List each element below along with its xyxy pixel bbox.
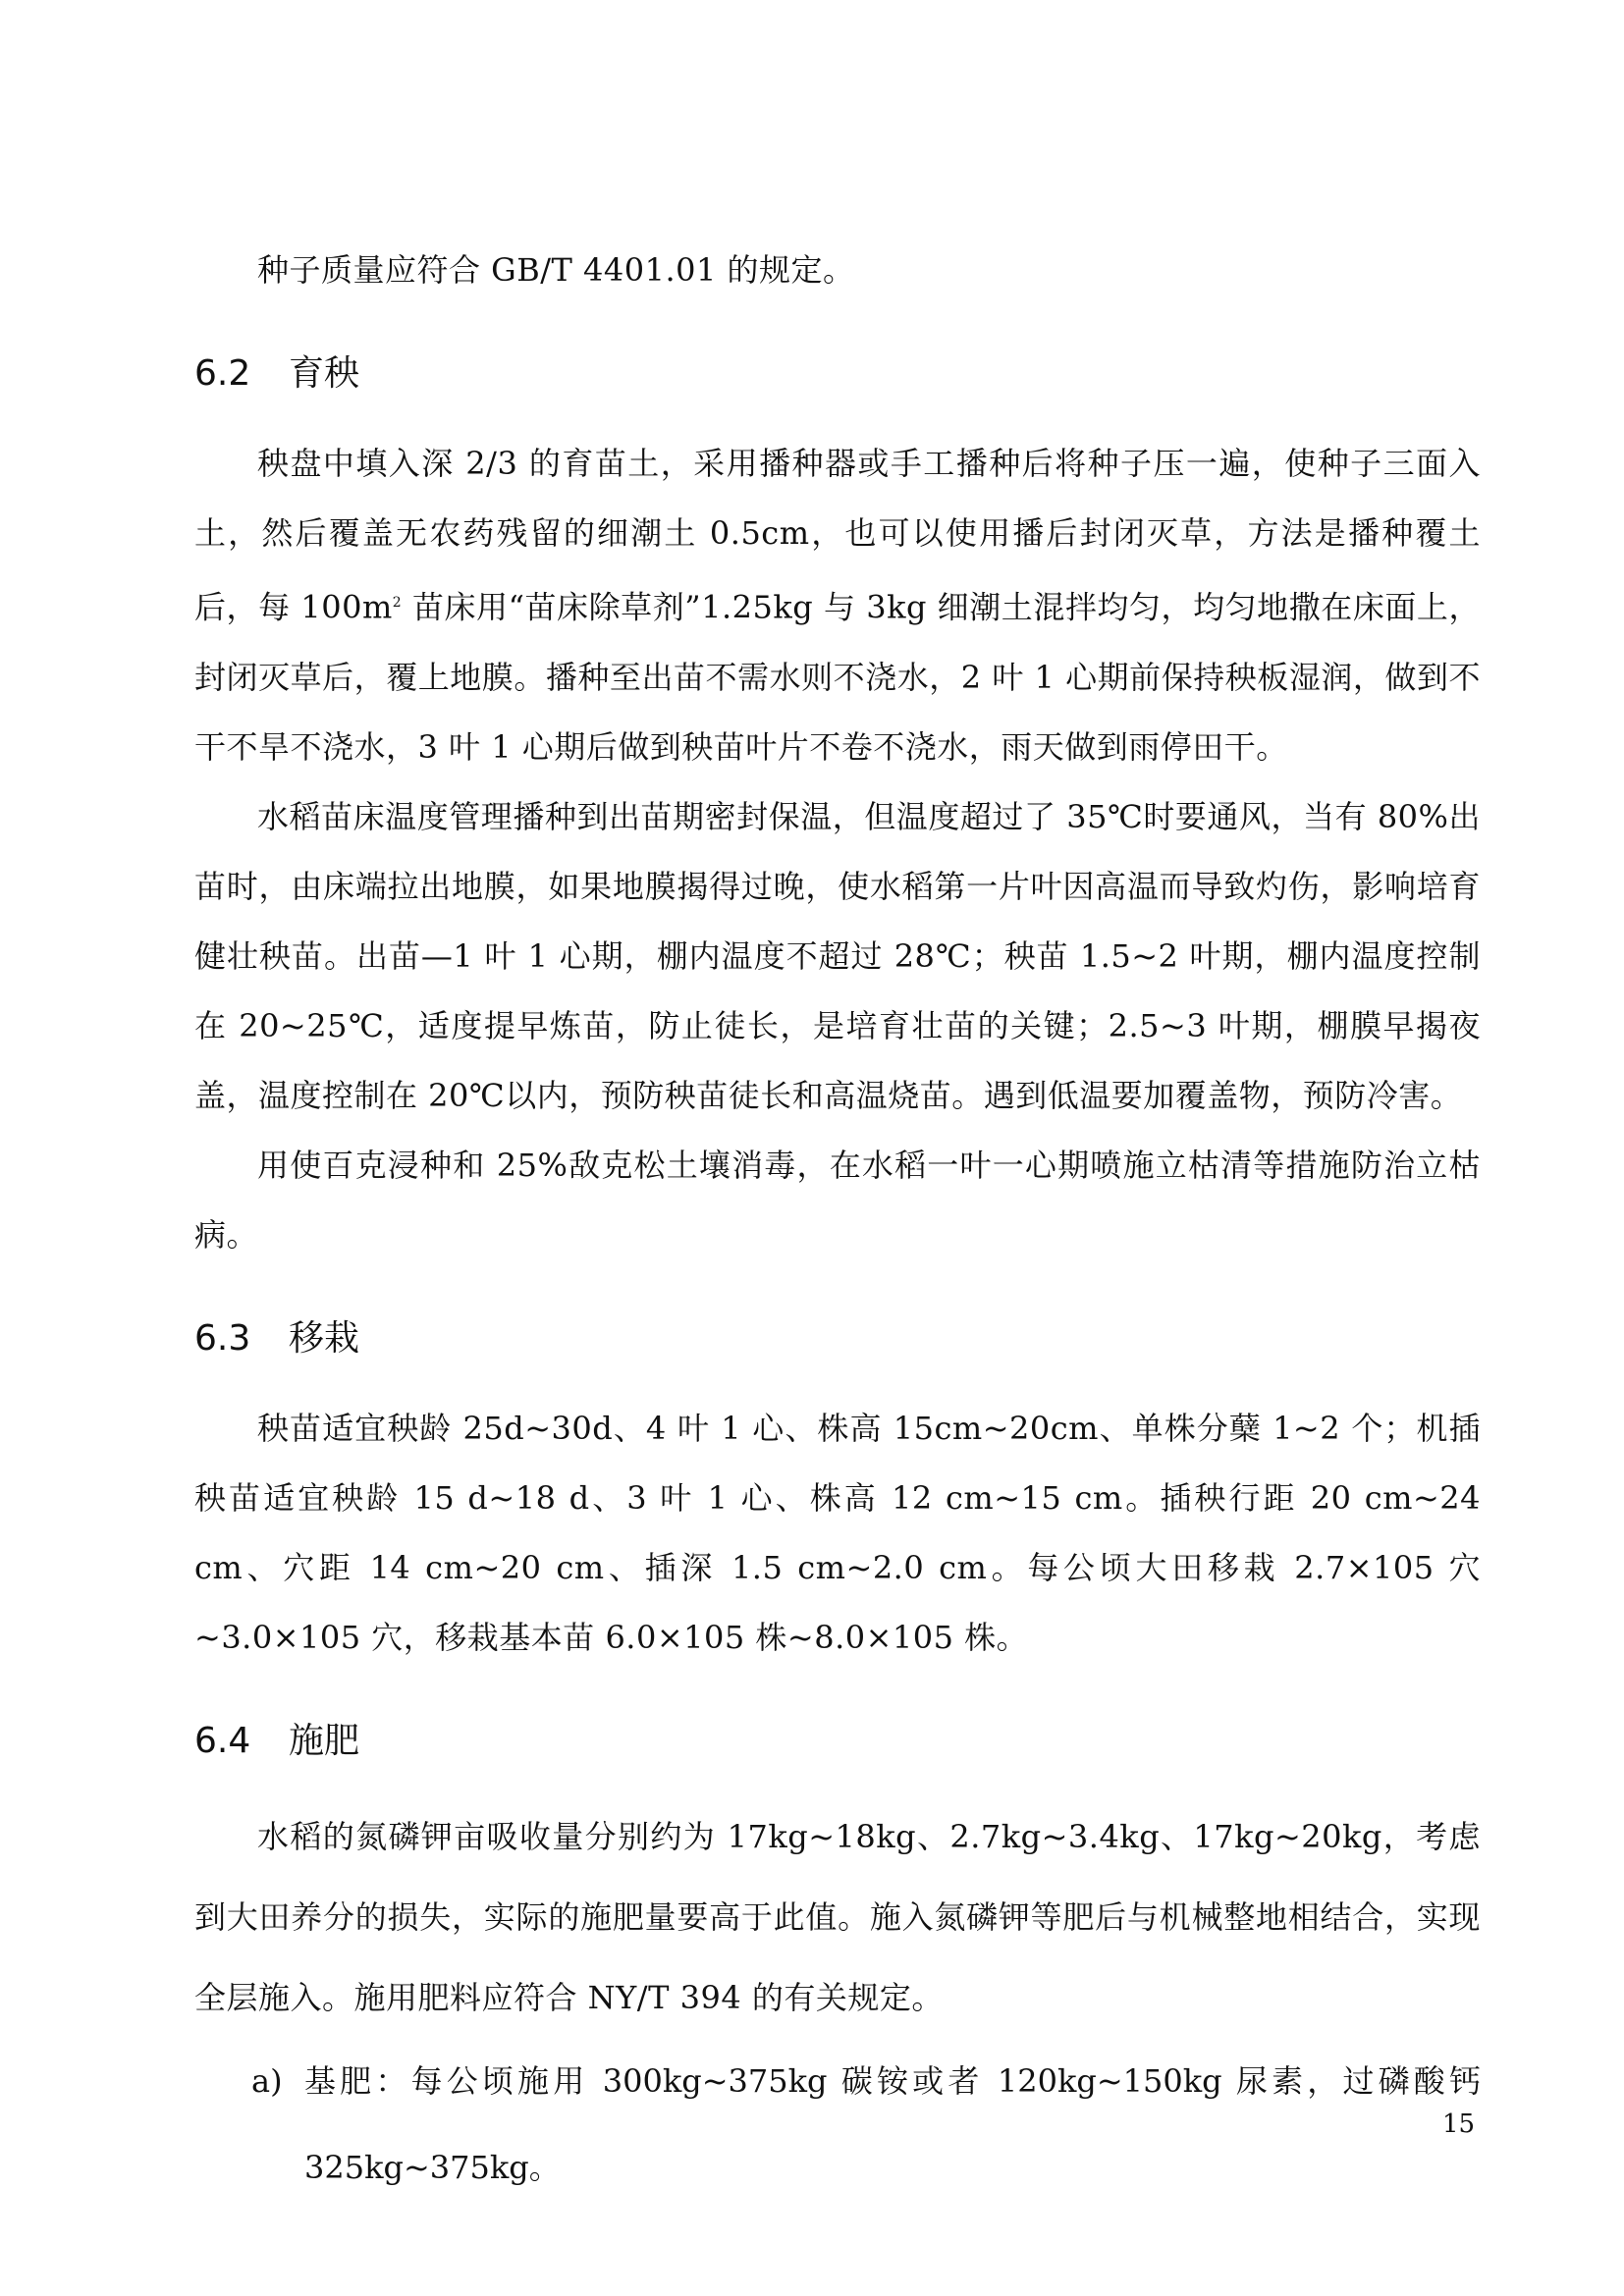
list-marker: a) [251,2061,283,2100]
page-number: 15 [1442,2109,1476,2139]
list-item-text: 基肥：每公顷施用 300kg~375kg 碳铵或者 120kg~150kg 尿素，过磷酸钙 325kg~375kg。 [304,2061,1481,2186]
page-content [194,236,1481,2211]
section-number: 6.4 [194,1720,251,1761]
section-title: 施肥 [289,1720,360,1761]
paragraph-seedling-sowing [194,429,1481,782]
section-heading-6-2 [194,329,1481,419]
paragraph-text: 秧盘中填入深 2/3 的育苗土，采用播种器或手工播种后将种子压一遍，使种子三面入土，然后覆盖无农药残留的细潮土 0.5cm，也可以使用播后封闭灭草，方法是播种覆土后，每 100m [194,445,1481,626]
paragraph-disease-prevention: 用使百克浸种和 25%敌克松土壤消毒，在水稻一叶一心期喷施立枯清等措施防治立枯病。 [194,1146,1481,1254]
section-title: 移栽 [289,1317,360,1359]
superscript: 2 [392,595,403,611]
paragraph-fertilization: 水稻的氮磷钾亩吸收量分别约为 17kg~18kg、2.7kg~3.4kg、17kg~20kg，考虑到大田养分的损失，实际的施肥量要高于此值。施入氮磷钾等肥后与机械整地相结合，实现全层施入。施用肥料应符合 NY/T 394 的有关规定。 [194,1817,1481,2016]
section-heading-6-3 [194,1294,1481,1384]
list-item-base-fertilizer [194,2038,1481,2211]
paragraph-text: 苗床用“苗床除草剂”1.25kg 与 3kg 细潮土混拌均匀，均匀地撒在床面上，封闭灭草后，覆上地膜。播种至出苗不需水则不浇水，2 叶 1 心期前保持秧板湿润，做到不干不旱不浇水，3 叶 1 心期后做到秧苗叶片不卷不浇水，雨天做到雨停田干。 [194,588,1481,766]
paragraph-temperature-management: 水稻苗床温度管理播种到出苗期密封保温，但温度超过了 35℃时要通风，当有 80%出苗时，由床端拉出地膜，如果地膜揭得过晚，使水稻第一片叶因高温而导致灼伤，影响培育健壮秧苗。出苗—1 叶 1 心期，棚内温度不超过 28℃；秧苗 1.5~2 叶期，棚内温度控制在 20~25℃，适度提早炼苗，防止徒长，是培育壮苗的关键；2.5~3 叶期，棚膜早揭夜盖，温度控制在 20℃以内，预防秧苗徒长和高温烧苗。遇到低温要加覆盖物，预防冷害。 [194,797,1481,1114]
section-number: 6.3 [194,1317,251,1359]
section-heading-6-4 [194,1696,1481,1787]
section-title: 育秧 [289,353,360,394]
paragraph-transplanting: 秧苗适宜秧龄 25d~30d、4 叶 1 心、株高 15cm~20cm、单株分蘖 1~2 个；机插秧苗适宜秧龄 15 d~18 d、3 叶 1 心、株高 12 cm~15 cm。插秧行距 20 cm~24 cm、穴距 14 cm~20 cm、插深 1.5 cm~2.0 cm。每公顷大田移栽 2.7×105 穴~3.0×105 穴，移栽基本苗 6.0×105 株~8.0×105 株。 [194,1409,1481,1656]
paragraph-seed-quality: 种子质量应符合 GB/T 4401.01 的规定。 [257,251,855,289]
section-number: 6.2 [194,353,251,394]
